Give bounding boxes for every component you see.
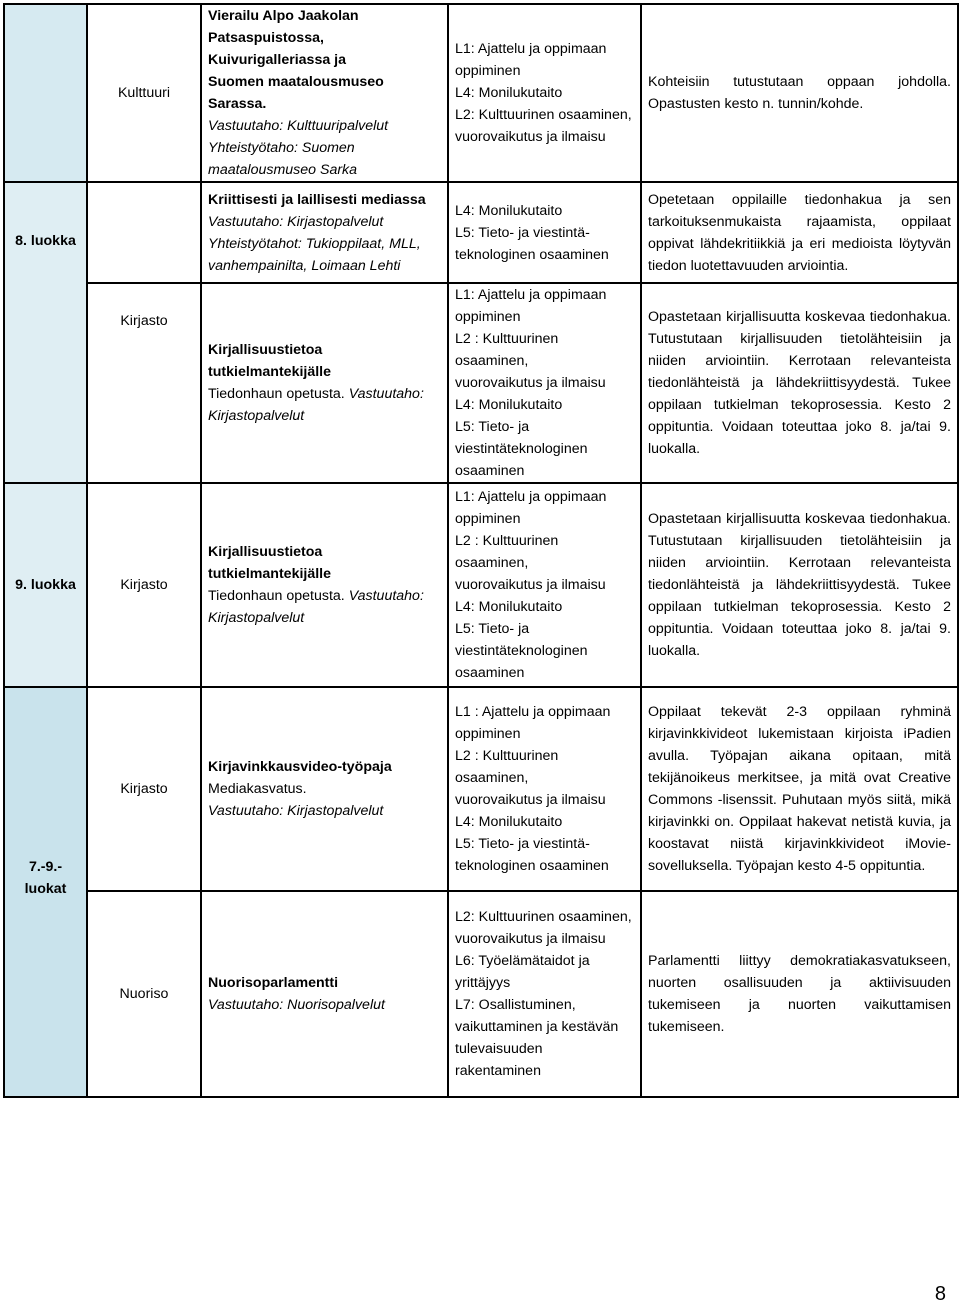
activity-notes: Vastuutaho: Kirjastopalvelut <box>208 803 384 819</box>
activity-cell: Kirjallisuustietoa tutkielmantekijälle Tiedonhaun opetusta. Vastuutaho: Kirjastopalvelut <box>201 283 448 483</box>
table-row <box>4 483 958 687</box>
activity-cell <box>201 687 448 891</box>
activity-notes: Vastuutaho: Kirjastopalvelut Yhteistyötahot: Tukioppilaat, MLL, vanhempainilta, Loimaan Lehti <box>208 213 421 274</box>
description-cell: Parlamentti liittyy demokratiakasvatukseen, nuorten osallisuuden ja aktiivisuuden tukemiseen ja nuorten vaikuttamisen tukemiseen. <box>641 891 958 1097</box>
activity-notes: Vastuutaho: Kulttuuripalvelut Yhteistyötaho: Suomen maatalousmuseo Sarka <box>208 118 389 178</box>
activity-title: Kirjallisuustietoa tutkielmantekijälle <box>208 342 332 380</box>
objectives-cell: L1: Ajattelu ja oppimaan oppiminen L2 : Kulttuurinen osaaminen, vuorovaikutus ja ilmaisu L4: Monilukutaito L5: Tieto- ja viestintäteknologinen osaaminen <box>448 283 641 483</box>
activity-cell <box>201 891 448 1097</box>
description-cell: Opastetaan kirjallisuutta koskevaa tiedonhakua. Tutustutaan kirjallisuuden tietolähteisiin ja niiden arviointiin. Kerrotaan relevanteista tiedonlähteistä ja lähdekriittisyydestä. Tukee oppilaan tutkielman tekoprosessia. Kesto 2 oppituntia. Voidaan toteuttaa joko 8. ja/tai 9. luokalla. <box>641 283 958 483</box>
page-number: 8 <box>934 1283 946 1305</box>
curriculum-table <box>3 3 959 1098</box>
sector-cell <box>87 182 201 283</box>
grade-cell: 8. luokka <box>4 182 87 483</box>
activity-title: Kriittisesti ja laillisesti mediassa <box>208 191 426 208</box>
grade-cell: 9. luokka <box>4 483 87 687</box>
activity-text: Tiedonhaun opetusta. <box>208 386 345 402</box>
table-row <box>4 4 958 182</box>
sector-cell: Kirjasto <box>87 687 201 891</box>
description-cell: Opetetaan oppilaille tiedonhakua ja sen tarkoituksenmukaista rajaamista, oppilaat oppivat lähdekritiikkiä ja eri medioista löytyvän tiedon luotettavuuden arviointia. <box>641 182 958 283</box>
sector-cell: Kirjasto <box>87 283 201 483</box>
activity-title: Kirjavinkkausvideo-työpaja <box>208 759 392 775</box>
activity-notes: Vastuutaho: Nuorisopalvelut <box>208 997 385 1013</box>
activity-notes: Vastuutaho: <box>348 386 424 402</box>
description-cell: Oppilaat tekevät 2-3 oppilaan ryhminä kirjavinkkivideot lukemistaan kirjoista iPadien avulla. Työpajan aikana opitaan, mitä tekijänoikeus merkitsee, ja mitä ovat Creative Commons -lisenssit. Puhutaan myös siitä, mikä kirjavinkki on. Oppilaat hakevat netistä kuvia, ja koostavat niistä kirjavinkkivideot iMovie-sovelluksella. Työpajan kesto 4-5 oppituntia. <box>641 687 958 891</box>
sector-cell: Nuoriso <box>87 891 201 1097</box>
table-row <box>4 283 958 483</box>
activity-notes: Vastuutaho: <box>348 588 424 604</box>
objectives-cell: L1: Ajattelu ja oppimaan oppiminen L4: Monilukutaito L2: Kulttuurinen osaaminen, vuorovaikutus ja ilmaisu <box>448 4 641 182</box>
sector-cell: Kirjasto <box>87 483 201 687</box>
table-row <box>4 891 958 1097</box>
activity-cell <box>201 4 448 182</box>
objectives-cell: L1 : Ajattelu ja oppimaan oppiminen L2 : Kulttuurinen osaaminen, vuorovaikutus ja ilmaisu L4: Monilukutaito L5: Tieto- ja viestintä- teknologinen osaaminen <box>448 687 641 891</box>
objectives-cell: L4: Monilukutaito L5: Tieto- ja viestintä- teknologinen osaaminen <box>448 182 641 283</box>
objectives-cell: L2: Kulttuurinen osaaminen, vuorovaikutus ja ilmaisu L6: Työelämätaidot ja yrittäjyys L7: Osallistuminen, vaikuttaminen ja kestävän tulevaisuuden rakentaminen <box>448 891 641 1097</box>
activity-title: Kirjallisuustietoa tutkielmantekijälle <box>208 544 332 582</box>
sector-cell: Kulttuuri <box>87 4 201 182</box>
table-row <box>4 182 958 283</box>
activity-cell: Kirjallisuustietoa tutkielmantekijälle Tiedonhaun opetusta. Vastuutaho: Kirjastopalvelut <box>201 483 448 687</box>
objectives-cell: L1: Ajattelu ja oppimaan oppiminen L2 : Kulttuurinen osaaminen, vuorovaikutus ja ilmaisu L4: Monilukutaito L5: Tieto- ja viestintäteknologinen osaaminen <box>448 483 641 687</box>
grade-cell: 7.-9.-luokat <box>4 687 87 1097</box>
activity-title: Vierailu Alpo Jaakolan Patsaspuistossa, Kuivurigalleriassa ja Suomen maatalousmuseo Sarassa. <box>208 8 384 112</box>
table-row <box>4 687 958 891</box>
activity-text: Mediakasvatus. <box>208 781 307 797</box>
description-cell: Kohteisiin tutustutaan oppaan johdolla. Opastusten kesto n. tunnin/kohde. <box>641 4 958 182</box>
activity-text: Tiedonhaun opetusta. <box>208 588 345 604</box>
grade-cell <box>4 4 87 182</box>
activity-title: Nuorisoparlamentti <box>208 975 339 991</box>
description-cell: Opastetaan kirjallisuutta koskevaa tiedonhakua. Tutustutaan kirjallisuuden tietolähteisiin ja niiden arviointiin. Kerrotaan relevanteista tiedonlähteistä ja lähdekriittisyydestä. Tukee oppilaan tutkielman tekoprosessia. Kesto 2 oppituntia. Voidaan toteuttaa joko 8. ja/tai 9. luokalla. <box>641 483 958 687</box>
activity-cell <box>201 182 448 283</box>
